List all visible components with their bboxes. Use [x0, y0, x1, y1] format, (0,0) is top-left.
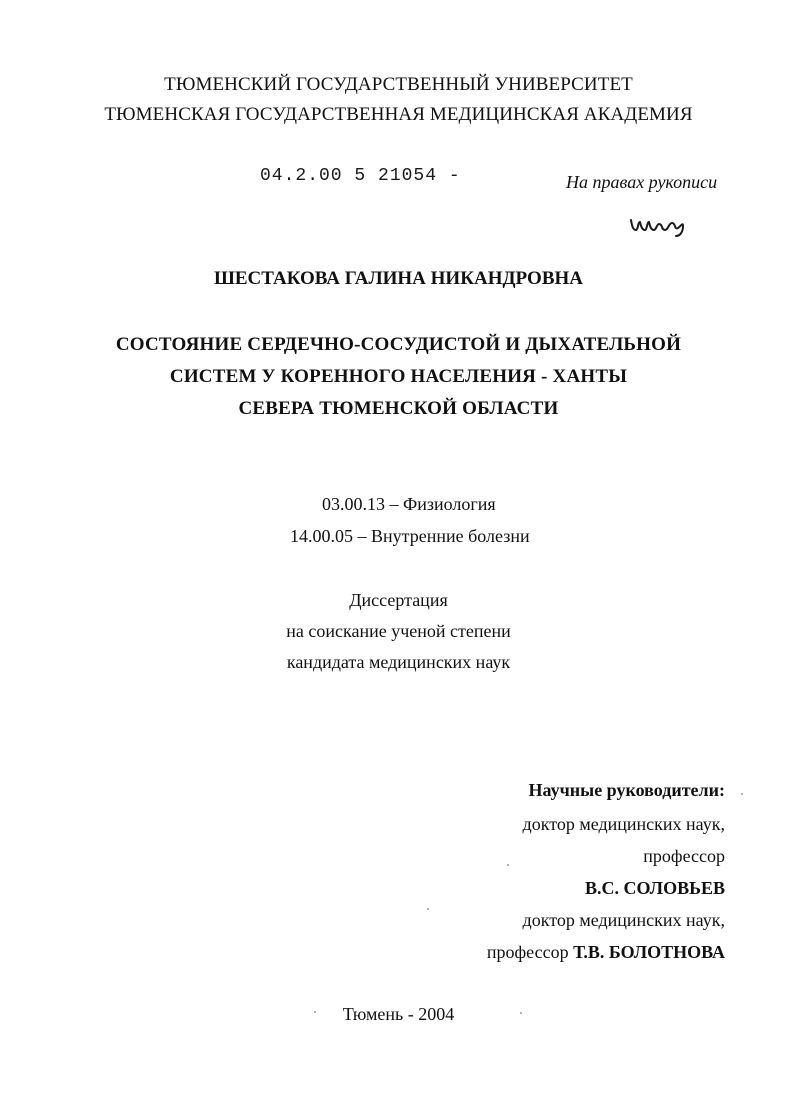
author-name: ШЕСТАКОВА ГАЛИНА НИКАНДРОВНА: [213, 268, 583, 289]
scan-speck: [507, 864, 509, 866]
supervisor-2-line: [487, 942, 725, 963]
scan-speck: [520, 1012, 522, 1014]
scan-speck: [427, 908, 429, 910]
city-year: Тюмень - 2004: [342, 1004, 455, 1024]
supervisor-1-degree: доктор медицинских наук,: [522, 814, 725, 834]
supervisor-2-name: Т.В. БОЛОТНОВА: [573, 942, 725, 962]
specialty-physiology: 03.00.13 – Физиология: [322, 494, 496, 514]
signature: [628, 212, 688, 238]
supervisor-1-name: В.С. СОЛОВЬЕВ: [585, 878, 725, 898]
rights-note: На правах рукописи: [566, 172, 718, 192]
scan-speck: [314, 1011, 316, 1013]
supervisors-heading: Научные руководители:: [528, 780, 725, 800]
title-line-2: СИСТЕМ У КОРЕННОГО НАСЕЛЕНИЯ - ХАНТЫ: [169, 366, 628, 387]
supervisor-2-rank: профессор: [486, 942, 569, 962]
supervisor-1-rank: профессор: [643, 846, 725, 866]
scan-speck: [741, 793, 743, 795]
title-line-3: СЕВЕРА ТЮМЕНСКОЙ ОБЛАСТИ: [238, 398, 559, 419]
supervisor-2-degree: доктор медицинских наук,: [522, 910, 725, 930]
institution-academy: ТЮМЕНСКАЯ ГОСУДАРСТВЕННАЯ МЕДИЦИНСКАЯ АКАДЕМИЯ: [104, 104, 693, 125]
registration-number: 04.2.00 5 21054 -: [260, 166, 461, 186]
degree-line-2: на соискание ученой степени: [286, 621, 511, 641]
degree-line-1: Диссертация: [349, 590, 448, 610]
institution-university: ТЮМЕНСКИЙ ГОСУДАРСТВЕННЫЙ УНИВЕРСИТЕТ: [164, 74, 633, 95]
specialty-internal-medicine: 14.00.05 – Внутренние болезни: [290, 526, 530, 546]
title-line-1: СОСТОЯНИЕ СЕРДЕЧНО-СОСУДИСТОЙ И ДЫХАТЕЛЬНОЙ: [115, 334, 682, 355]
degree-line-3: кандидата медицинских наук: [286, 652, 511, 672]
